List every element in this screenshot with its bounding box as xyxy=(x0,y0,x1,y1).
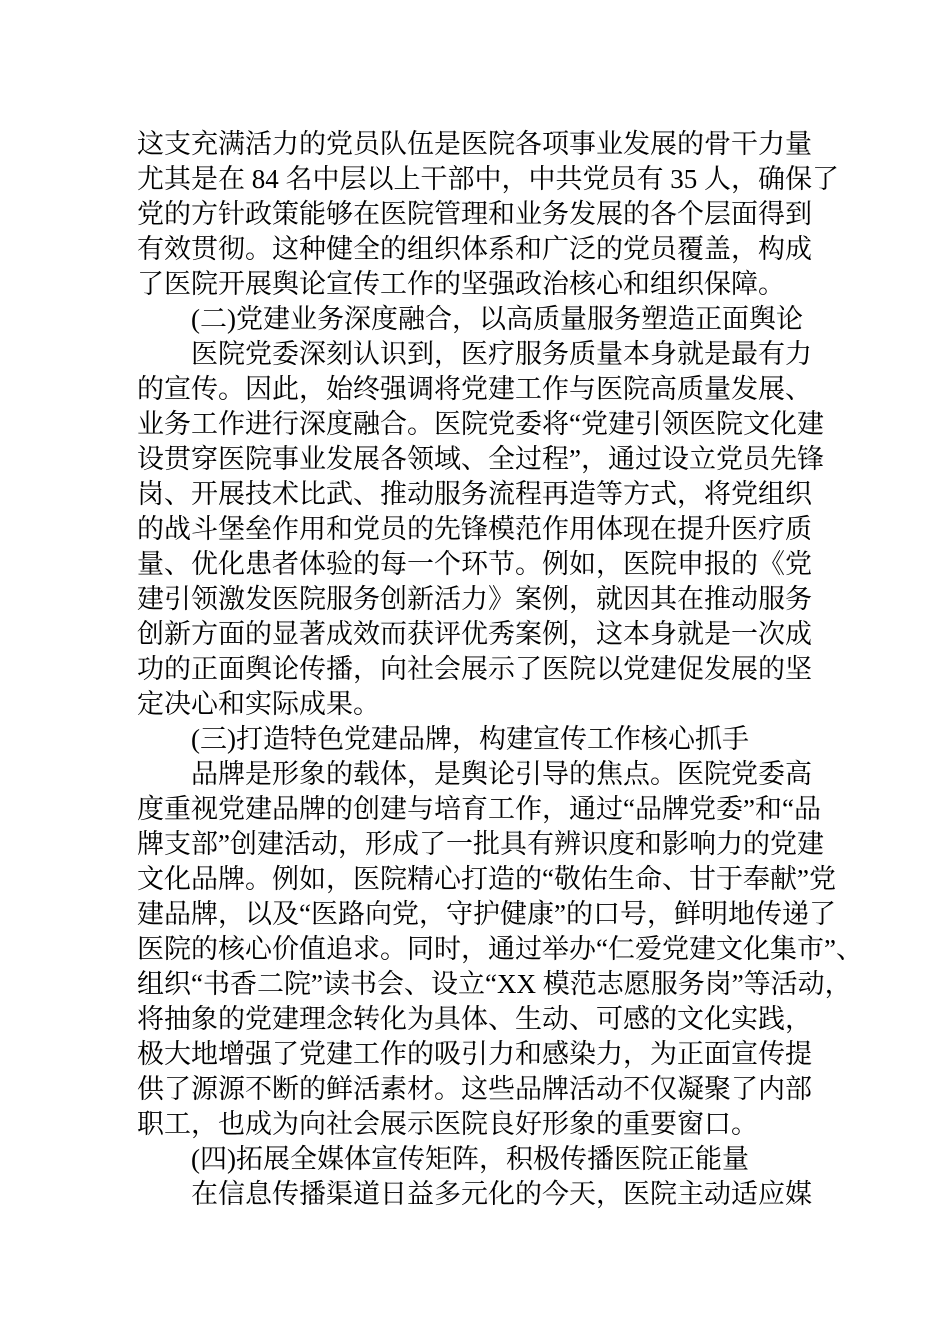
section-heading: (二)党建业务深度融合，以高质量服务塑造正面舆论 xyxy=(191,304,803,334)
text-line: 品牌是形象的载体，是舆论引导的焦点。医院党委高 xyxy=(191,759,812,789)
text-line: 医院党委深刻认识到，医疗服务质量本身就是最有力 xyxy=(191,339,812,369)
text-line: 创新方面的显著成效而获评优秀案例，这本身就是一次成 xyxy=(137,619,812,649)
text-line: 岗、开展技术比武、推动服务流程再造等方式，将党组织 xyxy=(137,479,812,509)
section-heading: (三)打造特色党建品牌，构建宣传工作核心抓手 xyxy=(191,724,749,754)
text-line: 度重视党建品牌的创建与培育工作，通过“品牌党委”和“品 xyxy=(137,794,821,824)
text-line: 供了源源不断的鲜活素材。这些品牌活动不仅凝聚了内部 xyxy=(137,1074,812,1104)
text-line: 量、优化患者体验的每一个环节。例如，医院申报的《党 xyxy=(137,549,812,579)
text-line: 党的方针政策能够在医院管理和业务发展的各个层面得到 xyxy=(137,199,812,229)
text-line: 职工，也成为向社会展示医院良好形象的重要窗口。 xyxy=(137,1109,758,1139)
text-line: 文化品牌。例如，医院精心打造的“敬佑生命、甘于奉献”党 xyxy=(137,864,836,894)
text-line: 牌支部”创建活动，形成了一批具有辨识度和影响力的党建 xyxy=(137,829,824,859)
text-line: 尤其是在 84 名中层以上干部中，中共党员有 35 人，确保了 xyxy=(137,164,839,194)
text-line: 组织“书香二院”读书会、设立“XX 模范志愿服务岗”等活动， xyxy=(137,969,852,999)
text-line: 设贯穿医院事业发展各领域、全过程”，通过设立党员先锋 xyxy=(137,444,824,474)
text-line: 建品牌，以及“医路向党，守护健康”的口号，鲜明地传递了 xyxy=(137,899,836,929)
text-line: 建引领激发医院服务创新活力》案例，就因其在推动服务 xyxy=(137,584,812,614)
text-line: 医院的核心价值追求。同时，通过举办“仁爱党建文化集市”、 xyxy=(137,934,863,964)
text-line: 有效贯彻。这种健全的组织体系和广泛的党员覆盖，构成 xyxy=(137,234,812,264)
text-line: 功的正面舆论传播，向社会展示了医院以党建促发展的坚 xyxy=(137,654,812,684)
text-line: 的战斗堡垒作用和党员的先锋模范作用体现在提升医疗质 xyxy=(137,514,812,544)
text-line: 定决心和实际成果。 xyxy=(137,689,380,719)
text-line: 这支充满活力的党员队伍是医院各项事业发展的骨干力量 xyxy=(137,129,812,159)
text-line: 了医院开展舆论宣传工作的坚强政治核心和组织保障。 xyxy=(137,269,785,299)
section-heading: (四)拓展全媒体宣传矩阵，积极传播医院正能量 xyxy=(191,1144,749,1174)
text-line: 业务工作进行深度融合。医院党委将“党建引领医院文化建 xyxy=(137,409,824,439)
text-line: 极大地增强了党建工作的吸引力和感染力，为正面宣传提 xyxy=(137,1039,812,1069)
text-line: 在信息传播渠道日益多元化的今天，医院主动适应媒 xyxy=(191,1179,812,1209)
document-body xyxy=(137,127,863,1212)
text-line: 将抽象的党建理念转化为具体、生动、可感的文化实践， xyxy=(137,1004,812,1034)
text-line: 的宣传。因此，始终强调将党建工作与医院高质量发展、 xyxy=(137,374,812,404)
